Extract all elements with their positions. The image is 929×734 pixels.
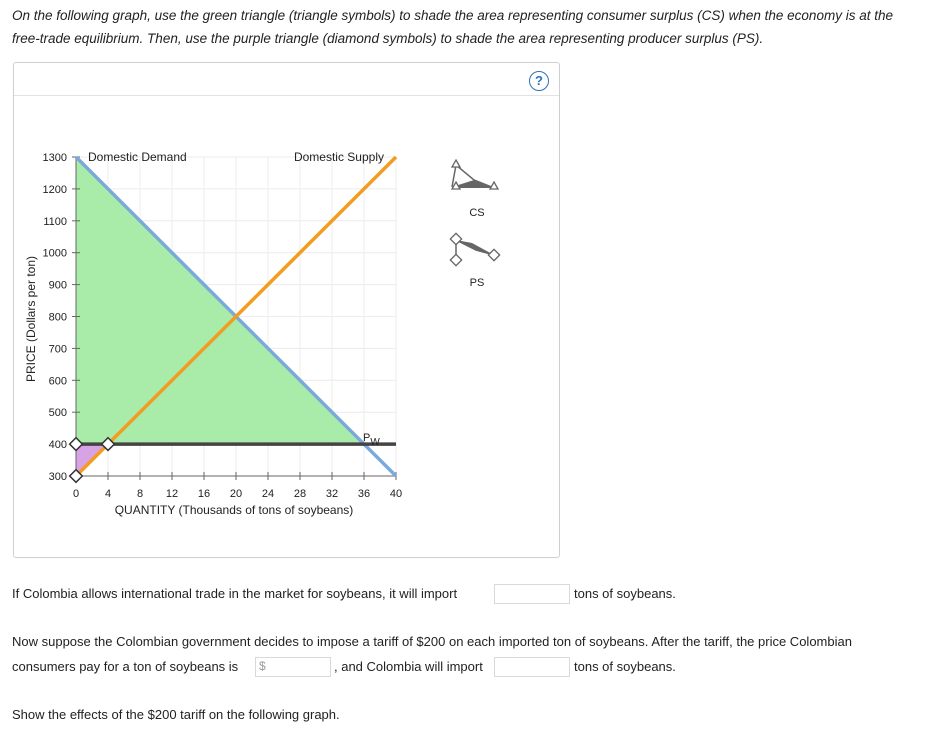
supply-label: Domestic Supply <box>293 150 384 164</box>
cs-triangle-tool[interactable] <box>452 160 498 189</box>
y-tick-label: 1200 <box>42 183 67 196</box>
x-tick-label: 16 <box>197 488 211 500</box>
q2-text-before: consumers pay for a ton of soybeans is <box>12 659 239 674</box>
diamond-icon <box>450 254 461 265</box>
cs-tool-label: CS <box>469 207 485 219</box>
x-tick-label: 28 <box>293 488 307 500</box>
diamond-icon <box>450 233 461 244</box>
x-tick-label: 8 <box>136 488 144 500</box>
y-tick-label: 300 <box>48 471 67 483</box>
x-tick-label: 40 <box>389 488 403 500</box>
instructions: On the following graph, use the green triangle (triangle symbols) to shade the area representing consumer surplus (CS) when the economy is at the free-trade equilibrium. Then, use the purple triangle (diamond symbols) to shade the area representing producer surplus (PS). <box>12 8 893 46</box>
tariff-import-input[interactable] <box>494 657 570 677</box>
y-tick-label: 1300 <box>42 152 67 164</box>
y-tick-label: 600 <box>48 375 67 388</box>
triangle-icon <box>452 160 460 167</box>
x-tick-label: 24 <box>261 488 275 500</box>
x-axis-label: QUANTITY (Thousands of tons of soybeans) <box>114 503 354 517</box>
x-tick-label: 4 <box>104 488 112 500</box>
q2-text-line1: Now suppose the Colombian government decides to impose a tariff of $200 on each imported ton of soybeans. After the tariff, the price Colombian <box>12 634 852 649</box>
diamond-icon <box>488 249 499 260</box>
pw-label: PW <box>363 432 380 449</box>
y-tick-label: 1100 <box>43 215 67 228</box>
y-tick-label: 1000 <box>42 247 67 260</box>
x-tick-label: 12 <box>165 488 179 500</box>
help-icon[interactable]: ? <box>529 71 549 91</box>
import-quantity-input[interactable] <box>494 584 570 604</box>
q1-text-before: If Colombia allows international trade in the market for soybeans, it will import <box>12 586 458 601</box>
demand-label: Domestic Demand <box>88 150 187 164</box>
y-tick-label: 700 <box>48 343 67 356</box>
y-tick-label: 900 <box>48 279 67 292</box>
x-tick-label: 0 <box>72 488 80 500</box>
y-tick-label: 800 <box>48 311 67 324</box>
q1-text-after: tons of soybeans. <box>574 586 676 601</box>
y-axis-label: PRICE (Dollars per ton) <box>24 255 38 383</box>
y-tick-label: 400 <box>48 439 67 452</box>
x-tick-label: 36 <box>357 488 371 500</box>
q2-text-middle: , and Colombia will import <box>334 659 483 674</box>
q3-text: Show the effects of the $200 tariff on the following graph. <box>12 707 340 722</box>
ps-tool-label: PS <box>469 277 485 289</box>
x-tick-label: 20 <box>229 488 243 500</box>
triangle-icon <box>490 182 498 189</box>
surplus-chart <box>14 63 559 557</box>
y-tick-label: 500 <box>48 407 67 420</box>
tariff-price-input[interactable] <box>255 657 331 677</box>
q2-text-after: tons of soybeans. <box>574 659 676 674</box>
graph-panel <box>13 62 560 558</box>
dollar-sign: $ <box>259 659 266 673</box>
x-tick-label: 32 <box>325 488 339 500</box>
ps-diamond-tool[interactable] <box>450 233 499 265</box>
